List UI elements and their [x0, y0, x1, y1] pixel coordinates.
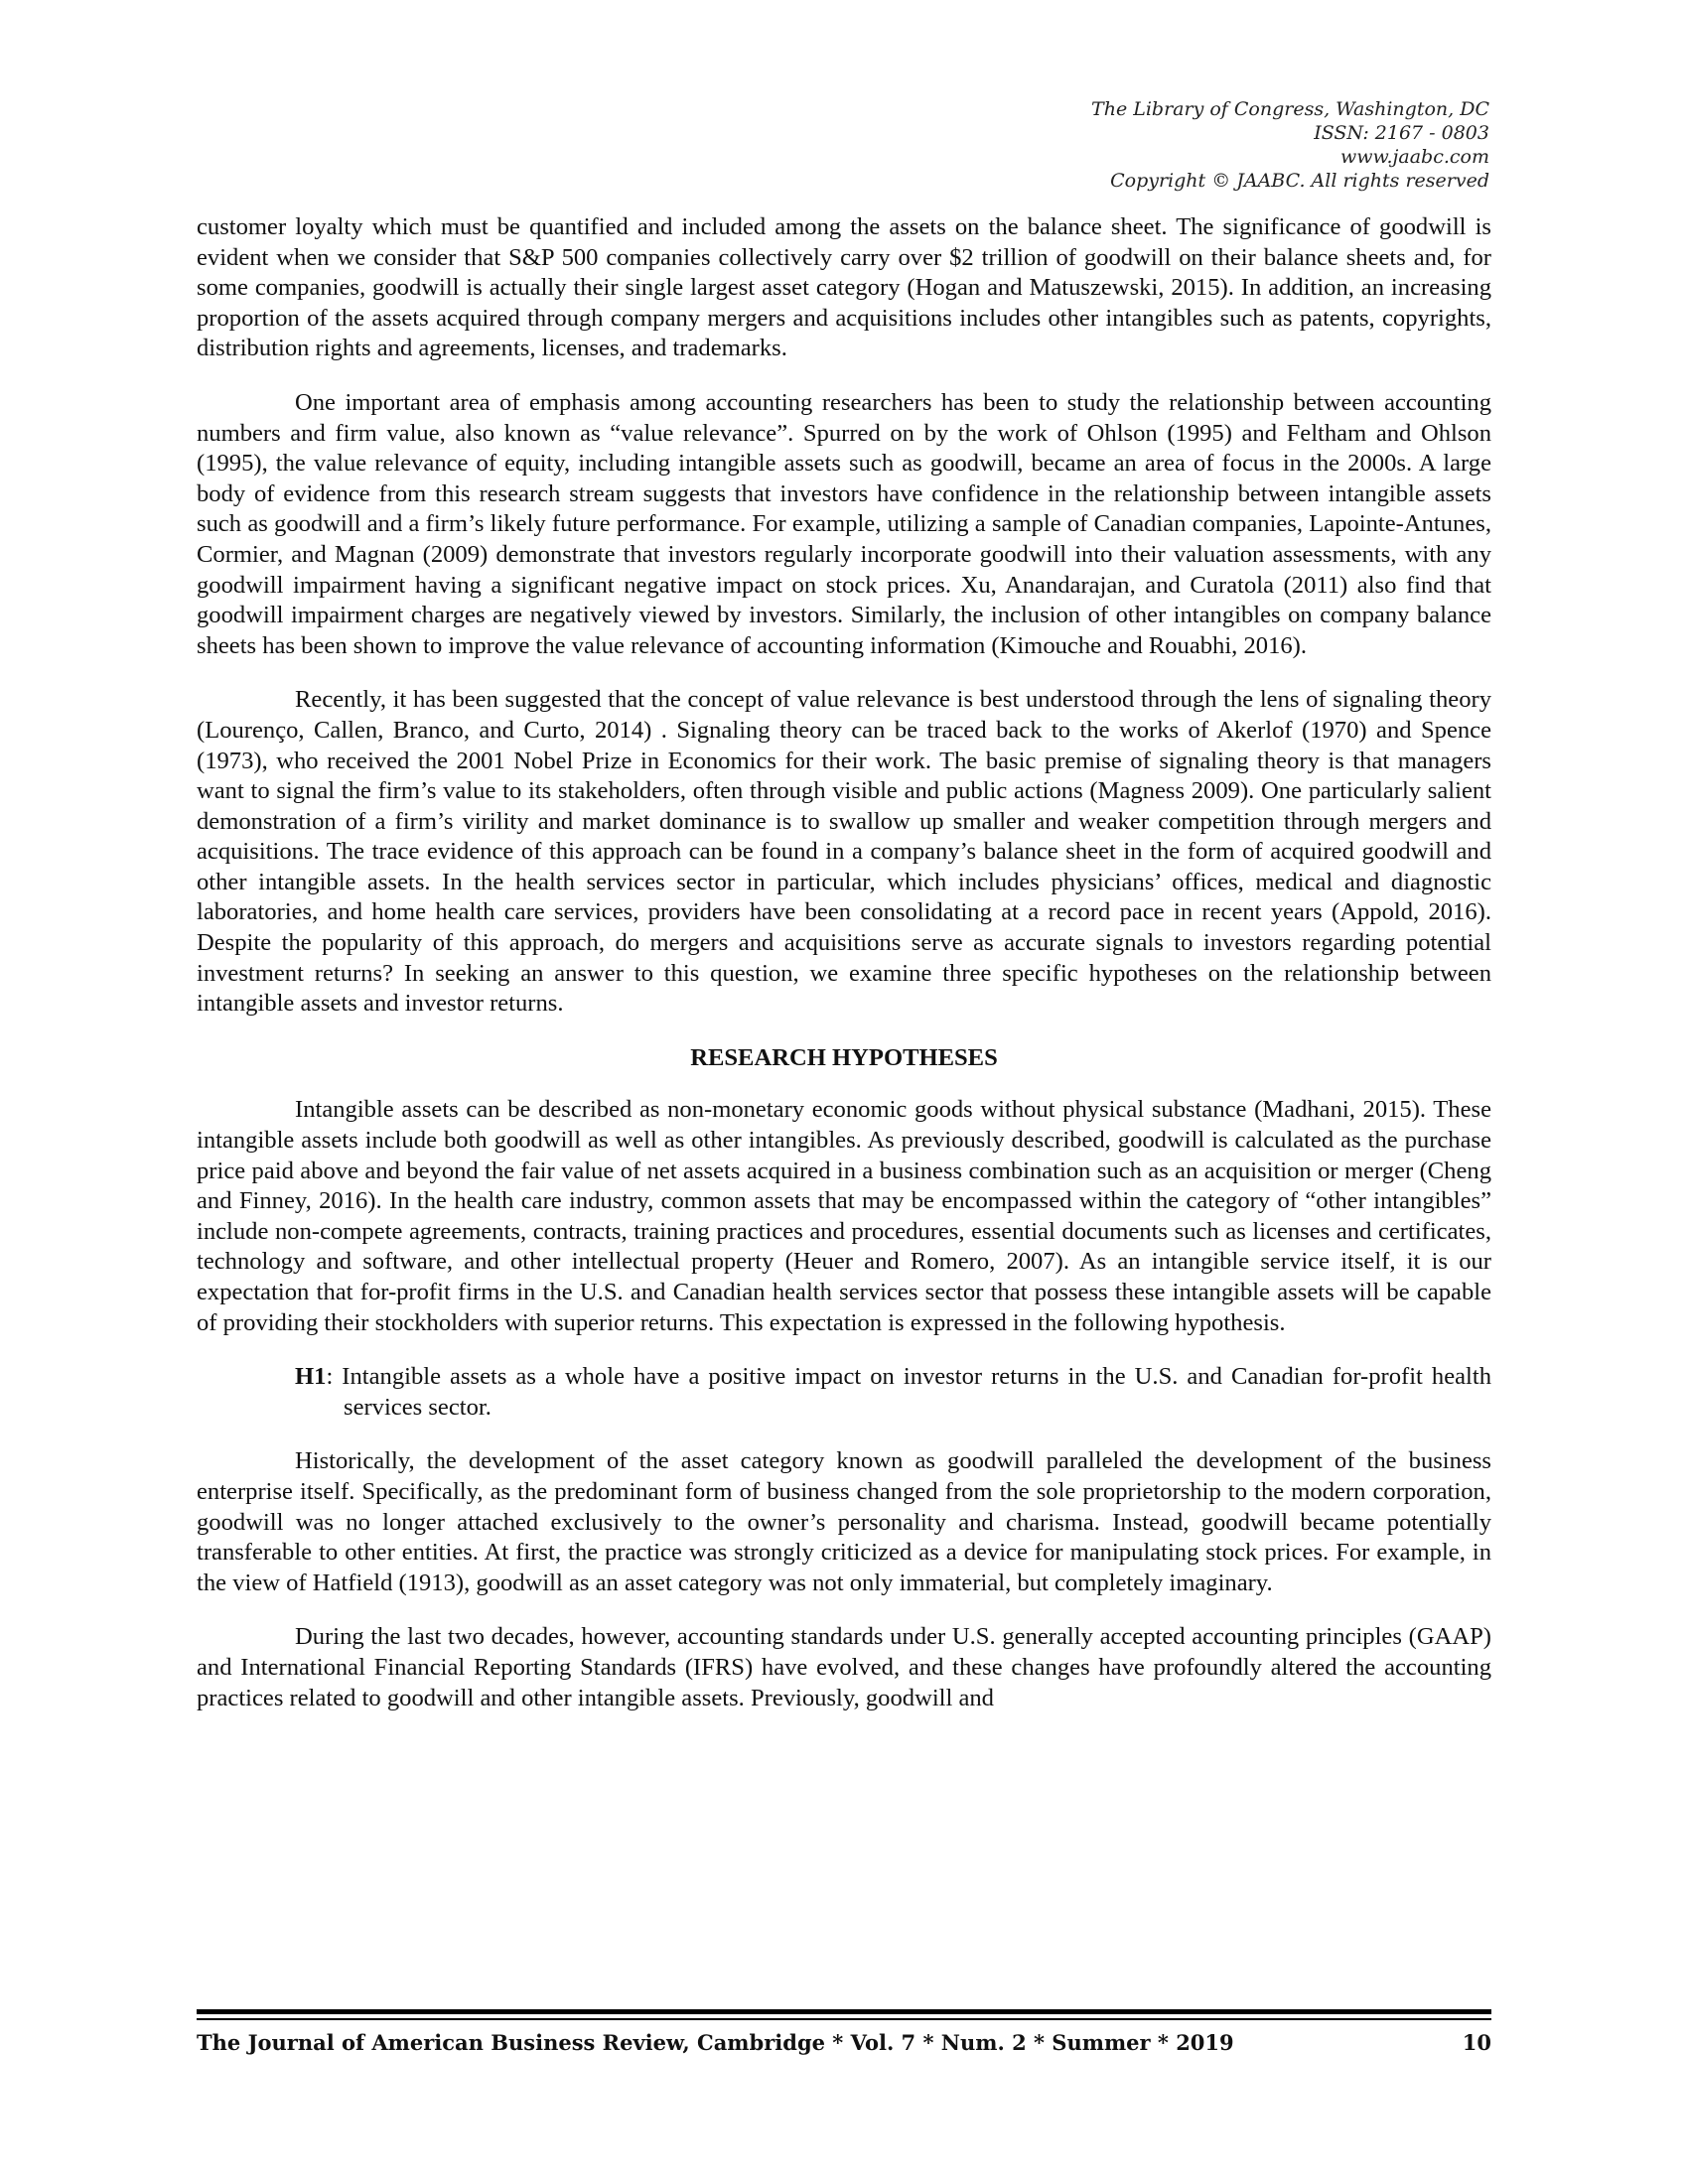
footer-journal: The Journal of American Business Review, Cambridge * Vol. 7 * Num. 2 * Summer * 2019	[197, 2030, 1234, 2055]
hypothesis-text: : Intangible assets as a whole have a positive impact on investor returns in the U.S. and Canadian for-profit health services sector.	[326, 1363, 1491, 1421]
header-issn: ISSN: 2167 - 0803	[1314, 122, 1489, 144]
body-text	[197, 212, 1491, 1737]
header-copyright: Copyright © JAABC. All rights reserved	[1110, 170, 1489, 192]
hypothesis-label: H1	[295, 1363, 327, 1391]
paragraph-continued: customer loyalty which must be quantified and included among the assets on the balance sheet. The significance of goodwill is evident when we consider that S&P 500 companies collectively carry over $2 trillion of goodwill on their balance sheets and, for some companies, goodwill is actually their single largest asset category (Hogan and Matuszewski, 2015). In addition, an increasing proportion of the assets acquired through company mergers and acquisitions includes other intangibles such as patents, copyrights, distribution rights and agreements, licenses, and trademarks.	[197, 213, 1491, 362]
header-website: www.jaabc.com	[1339, 146, 1489, 168]
paragraph-signaling-theory: Recently, it has been suggested that the concept of value relevance is best understood through the lens of signaling theory (Lourenço, Callen, Branco, and Curto, 2014) . Signaling theory can be traced back to the works of Akerlof (1970) and Spence (1973), who received the 2001 Nobel Prize in Economics for their work. The basic premise of signaling theory is that managers want to signal the firm’s value to its stakeholders, often through visible and public actions (Magness 2009). One particularly salient demonstration of a firm’s virility and market dominance is to swallow up smaller and weaker competition through mergers and acquisitions. The trace evidence of this approach can be found in a company’s balance sheet in the form of acquired goodwill and other intangible assets. In the health services sector in particular, which includes physicians’ offices, medical and diagnostic laboratories, and home health care services, providers have been consolidating at a record pace in recent years (Appold, 2016). Despite the popularity of this approach, do mergers and acquisitions serve as accurate signals to investors regarding potential investment returns? In seeking an answer to this question, we examine three specific hypotheses on the relationship between intangible assets and investor returns.	[197, 686, 1491, 1018]
paragraph-value-relevance: One important area of emphasis among accounting researchers has been to study the relationship between accounting numbers and firm value, also known as “value relevance”. Spurred on by the work of Ohlson (1995) and Feltham and Ohlson (1995), the value relevance of equity, including intangible assets such as goodwill, became an area of focus in the 2000s. A large body of evidence from this research stream suggests that investors have confidence in the relationship between intangible assets such as goodwill and a firm’s likely future performance. For example, utilizing a sample of Canadian companies, Lapointe-Antunes, Cormier, and Magnan (2009) demonstrate that investors regularly incorporate goodwill into their valuation assessments, with any goodwill impairment having a significant negative impact on stock prices. Xu, Anandarajan, and Curatola (2011) also find that goodwill impairment charges are negatively viewed by investors. Similarly, the inclusion of other intangibles on company balance sheets has been shown to improve the value relevance of accounting information (Kimouche and Rouabhi, 2016).	[197, 388, 1491, 659]
header-publisher: The Library of Congress, Washington, DC	[1091, 98, 1489, 120]
paragraph-goodwill-history: Historically, the development of the asset category known as goodwill paralleled the development of the business enterprise itself. Specifically, as the predominant form of business changed from the sole proprietorship to the modern corporation, goodwill was no longer attached exclusively to the owner’s personality and charisma. Instead, goodwill became potentially transferable to other entities. At first, the practice was strongly criticized as a device for manipulating stock prices. For example, in the view of Hatfield (1913), goodwill as an asset category was not only immaterial, but completely imaginary.	[197, 1447, 1491, 1596]
footer-rule-thin	[197, 2018, 1491, 2020]
footer-rule-thick	[197, 2009, 1491, 2014]
section-heading: RESEARCH HYPOTHESES	[690, 1043, 998, 1071]
running-header	[894, 97, 1489, 193]
hypothesis-h1	[197, 1362, 1491, 1423]
page-number: 10	[1462, 2030, 1491, 2055]
paragraph-intangible-assets: Intangible assets can be described as non-monetary economic goods without physical substance (Madhani, 2015). These intangible assets include both goodwill as well as other intangibles. As previously described, goodwill is calculated as the purchase price paid above and beyond the fair value of net assets acquired in a business combination such as an acquisition or merger (Cheng and Finney, 2016). In the health care industry, common assets that may be encompassed within the category of “other intangibles” include non-compete agreements, contracts, training practices and procedures, essential documents such as licenses and certificates, technology and software, and other intellectual property (Heuer and Romero, 2007). As an intangible service itself, it is our expectation that for-profit firms in the U.S. and Canadian health services sector that possess these intangible assets will be capable of providing their stockholders with superior returns. This expectation is expressed in the following hypothesis.	[197, 1096, 1491, 1336]
paragraph-accounting-standards: During the last two decades, however, accounting standards under U.S. generally accepted accounting principles (GAAP) and International Financial Reporting Standards (IFRS) have evolved, and these changes have profoundly altered the accounting practices related to goodwill and other intangible assets. Previously, goodwill and	[197, 1623, 1491, 1711]
